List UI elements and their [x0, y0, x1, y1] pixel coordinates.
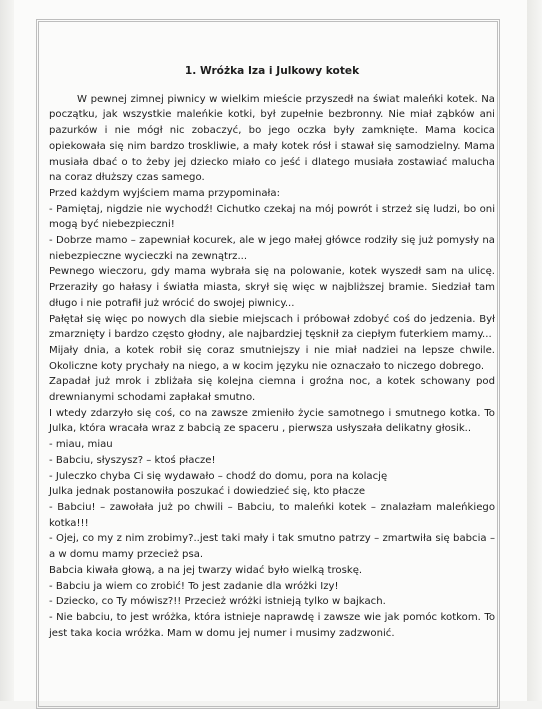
paragraph: Przed każdym wyjściem mama przypominała: [49, 187, 280, 199]
dialogue-line: - Babciu! – zawołała już po chwili – Babciu, to maleńki kotek – znalazłam maleńkiego kotka!!! [49, 501, 495, 529]
paragraph: Pewnego wieczoru, gdy mama wybrała się na polowanie, kotek wyszedł sam na ulicę. Przeraziły go hałasy i światła miasta, skrył się więc w najbliższej bramie. Siedział tam długo i nie potrafił już wrócić do swojej piwnicy... [49, 266, 495, 309]
dialogue-line: - miau, miau [49, 439, 113, 451]
scan-right-edge [527, 0, 542, 701]
paragraph: Mijały dnia, a kotek robił się coraz smutniejszy i nie miał nadziei na lepsze chwile. Okoliczne koty prychały na niego, a w kocim języku nie oznaczało to niczego dobrego. [49, 344, 495, 372]
paragraph: I wtedy zdarzyło się coś, co na zawsze zmieniło życie samotnego i smutnego kotka. To Julka, która wracała wraz z babcią ze spaceru , pierwsza usłyszała delikatny głosik.. [49, 407, 495, 435]
dialogue-line: - Dobrze mamo – zapewniał kocurek, ale w jego małej główce rodziły się już pomysły na niebezpieczne wycieczki na zewnątrz... [49, 235, 495, 262]
paragraph: Zapadał już mrok i zbliżała się kolejna ciemna i groźna noc, a kotek schowany pod drewnianymi schodami zapłakał smutno. [49, 376, 495, 404]
dialogue-line: - Babciu, słyszysz? – ktoś płacze! [49, 454, 216, 466]
paragraph: Pałętał się więc po nowych dla siebie miejscach i próbował zdobyć coś do jedzenia. Był zmarznięty i bardzo często głodny, ale najbardziej tęsknił za ciepłym futerkiem mamy... [49, 313, 495, 341]
dialogue-line: - Dziecko, co Ty mówisz?!! Przecież wróżki istnieją tylko w bajkach. [49, 596, 386, 608]
story-title: 1. Wróżka Iza i Julkowy kotek [184, 65, 360, 77]
dialogue-line: - Babciu ja wiem co zrobić! To jest zadanie dla wróżki Izy! [49, 580, 339, 592]
dialogue-line: - Juleczko chyba Ci się wydawało – chodź do domu, pora na kolację [49, 470, 388, 482]
dialogue-line: - Ojej, co my z nim zrobimy?..jest taki mały i tak smutno patrzy – zmartwiła się babcia – a w domu mamy przecież psa. [49, 533, 495, 561]
paragraph: W pewnej zimnej piwnicy w wielkim mieście przyszedł na świat maleńki kotek. Na początku, jak wszystkie maleńkie kotki, był zupełnie bezbronny. Nie miał ząbków ani pazurków i nie mógł nic zobaczyć, bo jego oczka były zamknięte. Mama kocica opiekowała się nim bardzo troskliwie, a mały kotek rósł i stawał się samodzielny. Mama musiała dbać o to żeby jej dziecko miało co jeść i dlatego musiała zostawiać malucha na coraz dłuższy czas samego. [49, 93, 495, 184]
paragraph: Julka jednak postanowiła poszukać i dowiedzieć się, kto płacze [49, 486, 366, 498]
dialogue-line: - Pamiętaj, nigdzie nie wychodź! Cichutko czekaj na mój powrót i strzeż się ludzi, bo oni mogą być niebezpieczni! [49, 203, 495, 231]
scan-left-edge [0, 0, 14, 701]
document-body [49, 40, 495, 641]
paragraph: Babcia kiwała głową, a na jej twarzy widać było wielką troskę. [49, 564, 363, 576]
dialogue-line: - Nie babciu, to jest wróżka, która istnieje naprawdę i zawsze wie jak pomóc kotkom. To jest taka kocia wróżka. Mam w domu jej numer i musimy zadzwonić. [49, 611, 495, 639]
